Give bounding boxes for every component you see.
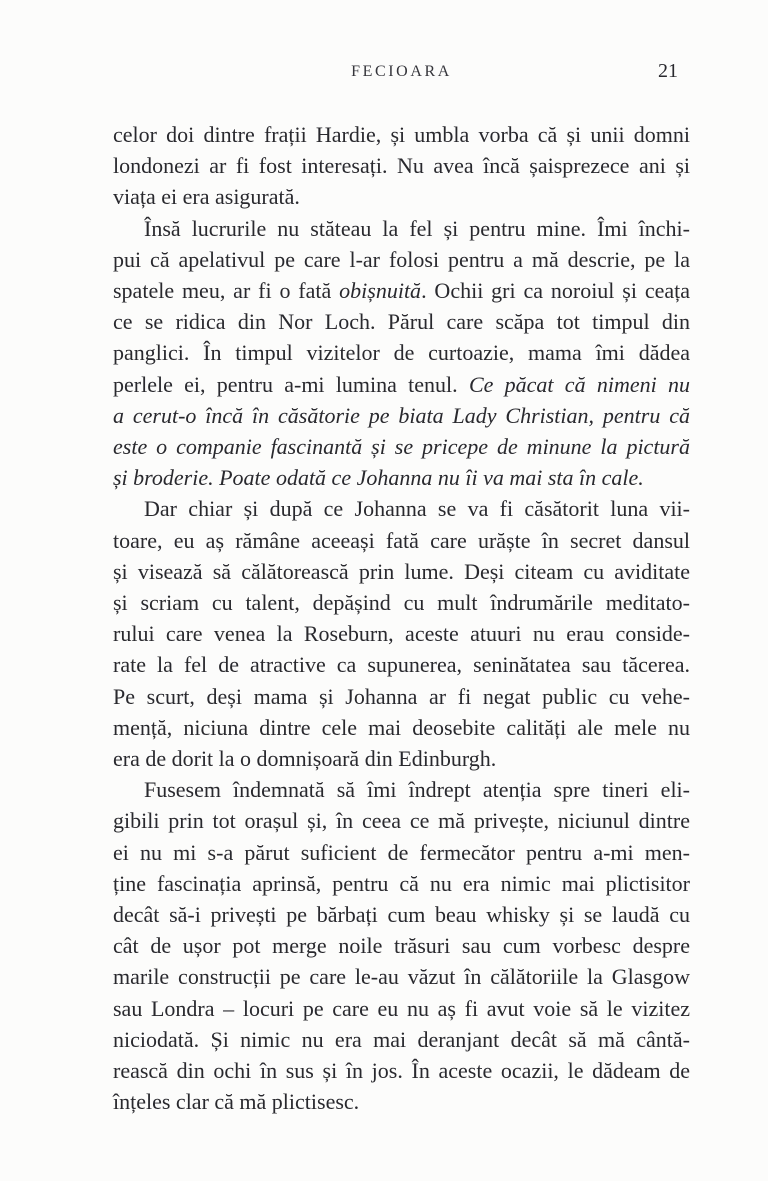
text-segment: pui că apelativul pe care l-ar folosi pentru a mă descrie, pe la [113, 246, 690, 272]
text-line [113, 930, 690, 961]
text-segment: gibili prin tot orașul și, în ceea ce mă privește, niciunul dintre [113, 808, 690, 834]
text-segment: decât să-i privești pe bărbați cum beau whisky și se laudă cu [113, 902, 690, 928]
text-segment: niciodată. Și nimic nu era mai deranjant decât să mă cântă- [113, 1026, 690, 1052]
text-line [113, 618, 690, 649]
text-line [113, 712, 690, 743]
italic-text-segment: a cerut-o încă în căsătorie pe biata Lady Christian, pentru că [113, 402, 690, 428]
text-line [113, 1024, 690, 1055]
italic-text-segment: este o companie fascinantă și se pricepe de minune la pictură [113, 434, 690, 460]
text-segment: . Ochii gri ca noroiul și ceața [421, 278, 690, 304]
text-line [113, 743, 690, 774]
page-number: 21 [658, 60, 678, 82]
text-segment: era de dorit la o domnișoară din Edinburgh. [113, 746, 497, 772]
text-segment: celor doi dintre frații Hardie, și umbla vorba că și unii domni [113, 122, 690, 147]
page-header [113, 60, 690, 87]
text-segment: cât de ușor pot merge noile trăsuri sau cum vorbesc despre [113, 933, 690, 959]
text-line [113, 899, 690, 930]
text-line [113, 993, 690, 1024]
text-line [113, 681, 690, 712]
text-line [113, 181, 690, 212]
text-line [113, 431, 690, 462]
text-line [113, 1086, 690, 1117]
text-line [113, 587, 690, 618]
text-segment: spatele meu, ar fi o fată [113, 278, 340, 304]
text-segment: înțeles clar că mă plictisesc. [113, 1089, 360, 1115]
text-line [113, 868, 690, 899]
text-line [113, 1055, 690, 1086]
text-line [113, 337, 690, 368]
text-line [113, 275, 690, 306]
paragraph [113, 213, 690, 494]
text-line [113, 556, 690, 587]
text-segment: perlele ei, pentru a-mi lumina tenul. [113, 371, 469, 397]
text-segment: panglici. În timpul vizitelor de curtoazie, mama îmi dădea [113, 340, 690, 366]
text-segment: Fusesem îndemnată să îmi îndrept atenția spre tineri eli- [144, 777, 690, 803]
text-segment: Pe scurt, deși mama și Johanna ar fi negat public cu vehe- [113, 683, 690, 709]
italic-text-segment: Ce păcat că nimeni nu [468, 371, 690, 397]
text-segment: toare, eu aș rămâne aceeași fată care urăște în secret dansul [113, 527, 690, 553]
text-line [113, 837, 690, 868]
paragraph [113, 119, 690, 213]
text-segment: rate la fel de atractive ca supunerea, seninătatea sau tăcerea. [113, 652, 690, 678]
text-line [113, 462, 690, 493]
text-line [113, 119, 690, 150]
text-segment: Însă lucrurile nu stăteau la fel și pentru mine. Îmi închi- [144, 215, 690, 241]
text-line [113, 150, 690, 181]
text-line [113, 369, 690, 400]
text-segment: rului care venea la Roseburn, aceste atuuri nu erau conside- [113, 621, 690, 647]
text-segment: Dar chiar și după ce Johanna se va fi căsătorit luna vii- [144, 496, 690, 522]
text-line [113, 649, 690, 680]
text-line [113, 525, 690, 556]
italic-text-segment: obișnuită [339, 278, 422, 304]
text-segment: ei nu mi s-a părut suficient de fermecător pentru a-mi men- [113, 839, 690, 865]
paragraph [113, 493, 690, 774]
text-line [113, 805, 690, 836]
text-segment: londonezi ar fi fost interesați. Nu avea încă șaisprezece ani și [113, 153, 690, 179]
chapter-title: FECIOARA [351, 63, 452, 80]
text-line [113, 493, 690, 524]
text-segment: marile construcții pe care le-au văzut în călătoriile la Glasgow [113, 964, 690, 990]
text-segment: sau Londra – locuri pe care eu nu aș fi avut voie să le vizitez [113, 995, 690, 1021]
text-segment: și visează să călătorească prin lume. Deși citeam cu aviditate [113, 558, 690, 584]
text-segment: viața ei era asigurată. [113, 184, 300, 210]
text-line [113, 400, 690, 431]
text-line [113, 774, 690, 805]
paragraph [113, 774, 690, 1117]
text-segment: ține fascinația aprinsă, pentru că nu era nimic mai plictisitor [113, 870, 690, 896]
text-line [113, 213, 690, 244]
text-line [113, 961, 690, 992]
text-segment: rească din ochi în sus și în jos. În aceste ocazii, le dădeam de [113, 1058, 690, 1084]
italic-text-segment: și broderie. Poate odată ce Johanna nu îi va mai sta în cale. [113, 465, 644, 491]
text-line [113, 306, 690, 337]
text-segment: mență, niciuna dintre cele mai deosebite calități ale mele nu [113, 714, 690, 740]
text-segment: ce se ridica din Nor Loch. Părul care scăpa tot timpul din [113, 309, 690, 335]
text-line [113, 244, 690, 275]
body-text [113, 119, 690, 1118]
text-segment: și scriam cu talent, depășind cu mult îndrumările meditato- [113, 590, 690, 616]
